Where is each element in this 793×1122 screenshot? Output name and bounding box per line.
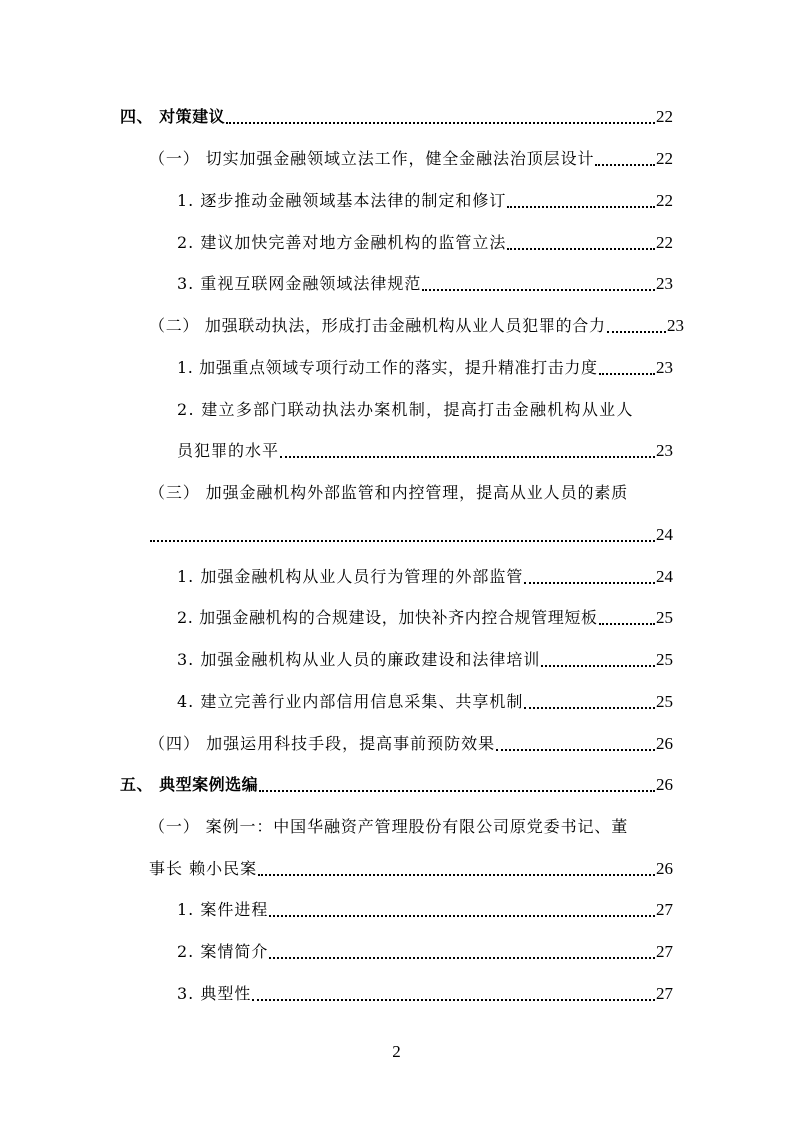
- dot-leader: [422, 289, 655, 291]
- dot-leader: [507, 206, 655, 208]
- dot-leader: [599, 373, 655, 375]
- dot-leader: [599, 623, 655, 625]
- toc-entry-page: 26: [656, 734, 673, 753]
- toc-entry-page: 27: [656, 984, 673, 1003]
- toc-entry-title: 2. 建立多部门联动执法办案机制，提高打击金融机构从业人: [177, 400, 634, 419]
- toc-entry-4-1-1: [177, 188, 673, 214]
- toc-entry-5-1-line2: [149, 856, 673, 882]
- toc-entry-title: 2. 案情简介: [177, 942, 269, 961]
- page-number: 2: [392, 1042, 401, 1061]
- toc-entry-4-3-line1: [149, 480, 673, 506]
- toc-entry-title: 3. 重视互联网金融领域法律规范: [177, 274, 422, 293]
- toc-entry-page: 22: [656, 233, 673, 252]
- toc-entry-page: 25: [656, 692, 673, 711]
- toc-entry-4-1-2: [177, 230, 673, 256]
- toc-entry-4-2-2-line1: [177, 397, 673, 423]
- toc-entry-title: 1. 逐步推动金融领域基本法律的制定和修订: [177, 191, 507, 210]
- toc-entry-page: 22: [656, 149, 673, 168]
- dot-leader: [226, 122, 655, 124]
- toc-entry-page: 26: [656, 859, 673, 878]
- toc-entry-title: 2. 加强金融机构的合规建设，加快补齐内控合规管理短板: [177, 608, 598, 627]
- toc-entry-section-5: [120, 772, 673, 798]
- toc-entry-page: 23: [656, 274, 673, 293]
- dot-leader: [496, 749, 655, 751]
- toc-entry-page: 23: [656, 441, 673, 460]
- toc-entry-page: 24: [656, 567, 673, 586]
- toc-entry-page: 27: [656, 942, 673, 961]
- toc-entry-title: 1. 加强金融机构从业人员行为管理的外部监管: [177, 567, 524, 586]
- toc-entry-page: 22: [656, 191, 673, 210]
- toc-entry-4-2: [149, 313, 684, 339]
- dot-leader: [269, 957, 655, 959]
- toc-entry-page: 24: [656, 525, 673, 544]
- dot-leader: [258, 874, 655, 876]
- dot-leader: [252, 999, 655, 1001]
- dot-leader: [150, 540, 655, 542]
- toc-entry-4-2-2-line2: [177, 438, 673, 464]
- toc-entry-5-1-line1: [149, 814, 673, 840]
- toc-entry-title: 3. 加强金融机构从业人员的廉政建设和法律培训: [177, 650, 541, 669]
- toc-entry-4-4: [149, 731, 673, 757]
- dot-leader: [524, 707, 655, 709]
- toc-entry-4-3-2: [177, 605, 673, 631]
- toc-entry-title: 五、 典型案例选编: [120, 775, 259, 794]
- dot-leader: [269, 915, 655, 917]
- toc-entry-4-3-3: [177, 647, 673, 673]
- toc-entry-5-1-3: [177, 981, 673, 1007]
- toc-entry-4-2-1: [177, 355, 673, 381]
- toc-entry-4-3-1: [177, 564, 673, 590]
- toc-entry-title-cont: 事长 赖小民案: [149, 859, 258, 878]
- toc-entry-page: 26: [656, 775, 673, 794]
- dot-leader: [595, 164, 655, 166]
- toc-entry-page: 23: [656, 358, 673, 377]
- toc-entry-4-1: [149, 146, 673, 172]
- toc-entry-title: （一） 案例一：中国华融资产管理股份有限公司原党委书记、董: [149, 817, 629, 836]
- toc-entry-title: （一） 切实加强金融领域立法工作，健全金融法治顶层设计: [149, 149, 595, 168]
- toc-entry-page: 25: [656, 608, 673, 627]
- dot-leader: [507, 248, 655, 250]
- toc-entry-title: 四、 对策建议: [120, 107, 226, 126]
- toc-entry-page: 25: [656, 650, 673, 669]
- toc-entry-page: 27: [656, 900, 673, 919]
- toc-entry-title-cont: 员犯罪的水平: [177, 441, 280, 460]
- toc-entry-title: （四） 加强运用科技手段，提高事前预防效果: [149, 734, 496, 753]
- dot-leader: [259, 790, 655, 792]
- dot-leader: [607, 331, 666, 333]
- toc-entry-title: 1. 加强重点领域专项行动工作的落实，提升精准打击力度: [177, 358, 598, 377]
- toc-entry-page: 22: [656, 107, 673, 126]
- dot-leader: [280, 456, 655, 458]
- toc-entry-4-3-4: [177, 689, 673, 715]
- toc-entry-page: 23: [667, 316, 684, 335]
- dot-leader: [524, 582, 655, 584]
- dot-leader: [541, 665, 655, 667]
- toc-entry-4-3-line2: [149, 522, 673, 548]
- toc-entry-title: （二） 加强联动执法，形成打击金融机构从业人员犯罪的合力: [149, 316, 606, 335]
- toc-entry-title: 2. 建议加快完善对地方金融机构的监管立法: [177, 233, 507, 252]
- toc-entry-title: 3. 典型性: [177, 984, 252, 1003]
- toc-entry-4-1-3: [177, 271, 673, 297]
- toc-entry-5-1-1: [177, 897, 673, 923]
- toc-entry-section-4: [120, 104, 673, 130]
- toc-entry-title: （三） 加强金融机构外部监管和内控管理，提高从业人员的素质: [149, 483, 629, 502]
- toc-entry-title: 4. 建立完善行业内部信用信息采集、共享机制: [177, 692, 524, 711]
- toc-entry-title: 1. 案件进程: [177, 900, 269, 919]
- toc-entry-5-1-2: [177, 939, 673, 965]
